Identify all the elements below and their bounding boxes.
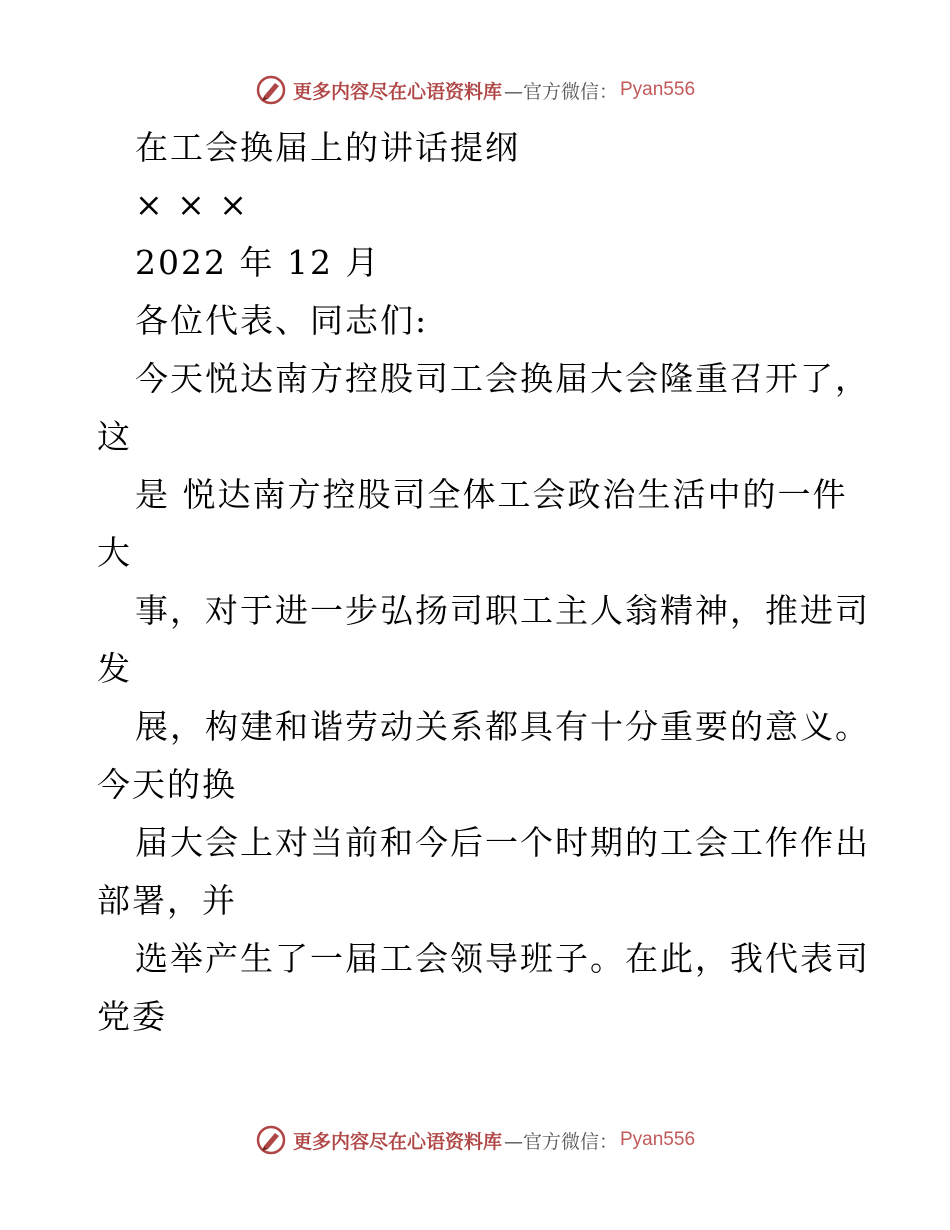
pen-logo-icon	[255, 1124, 287, 1156]
paragraph-line: 党委	[97, 997, 167, 1036]
watermark-subtitle: —官方微信：	[503, 80, 618, 103]
pen-logo-icon	[255, 74, 287, 106]
paragraph-line: 今天的换	[97, 765, 237, 804]
paragraph-line: 展，构建和谐劳动关系都具有十分重要的意义。	[135, 707, 870, 746]
paragraph-line: 届大会上对当前和今后一个时期的工会工作作出	[135, 823, 870, 862]
salutation: 各位代表、同志们:	[135, 301, 429, 340]
watermark-wechat-id: Pyan556	[620, 1129, 696, 1150]
paragraph-line: 部署，并	[97, 881, 237, 920]
watermark-wechat-id: Pyan556	[620, 79, 696, 100]
header-watermark	[0, 70, 950, 110]
watermark-subtitle: —官方微信：	[503, 1130, 618, 1153]
watermark-title: 更多内容尽在心语资料库	[292, 1130, 502, 1153]
paragraph-line: 选举产生了一届工会领导班子。在此，我代表司	[135, 939, 870, 978]
paragraph-line: 发	[97, 649, 132, 688]
paragraph-line: 这	[97, 417, 132, 456]
document-date: 2022 年 12 月	[135, 243, 381, 282]
paragraph-line: 今天悦达南方控股司工会换届大会隆重召开了，	[135, 359, 870, 398]
watermark-title: 更多内容尽在心语资料库	[292, 80, 502, 103]
document-title: 在工会换届上的讲话提纲	[135, 128, 520, 167]
author-name: × × ×	[135, 185, 249, 224]
paragraph-line: 是 悦达南方控股司全体工会政治生活中的一件	[135, 475, 848, 514]
paragraph-line: 大	[97, 533, 132, 572]
footer-watermark	[0, 1120, 950, 1160]
paragraph-line: 事，对于进一步弘扬司职工主人翁精神，推进司	[135, 591, 870, 630]
